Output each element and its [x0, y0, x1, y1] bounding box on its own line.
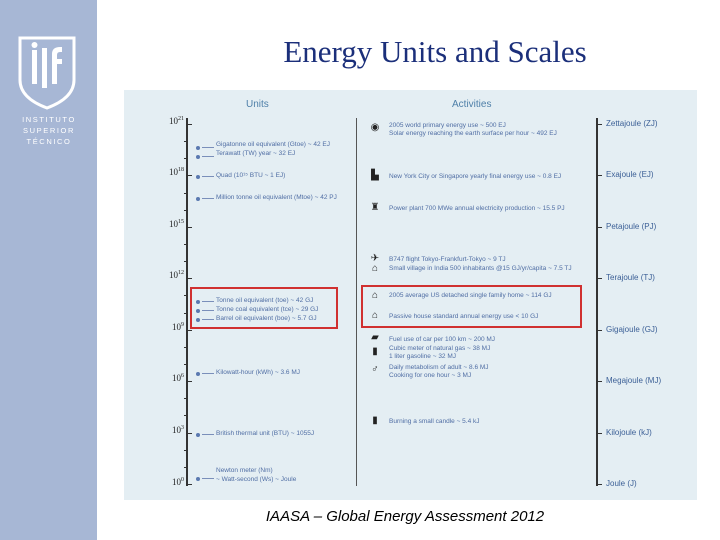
unit-tw-year: Terawatt (TW) year ~ 32 EJ: [216, 150, 296, 157]
scale-tick: [597, 330, 602, 331]
axis-tick: [184, 244, 188, 245]
scale-label-21: [152, 116, 184, 126]
unit-marker: [196, 433, 200, 437]
unit-leader: [202, 176, 214, 177]
scale-kilojoule: Kilojoule (kJ): [606, 428, 652, 437]
power-plant-icon: ♜: [370, 202, 380, 213]
unit-quad: Quad (10¹⁵ BTU ~ 1 EJ): [216, 172, 286, 179]
scale-base: 10: [172, 373, 181, 383]
activities-header: Activities: [452, 99, 492, 110]
unit-leader: [202, 478, 214, 479]
axis-tick: [186, 381, 192, 382]
scale-base: 10: [172, 425, 181, 435]
left-axis: [186, 118, 188, 486]
unit-leader: [202, 156, 214, 157]
scale-exponent: 9: [181, 322, 184, 328]
gas-pump-icon: ▮: [372, 346, 378, 357]
ist-logo-icon: [18, 36, 76, 110]
slide-title: Energy Units and Scales: [283, 34, 587, 69]
divider-axis: [356, 118, 357, 486]
activity-solar-energy: Solar energy reaching the earth surface per hour ~ 492 EJ: [389, 130, 557, 137]
axis-tick: [184, 158, 188, 159]
activity-natural-gas: Cubic meter of natural gas ~ 38 MJ: [389, 345, 491, 352]
logo-line: SUPERIOR: [23, 126, 75, 135]
activity-car-fuel: Fuel use of car per 100 km ~ 200 MJ: [389, 336, 496, 343]
axis-tick: [184, 261, 188, 262]
scale-exponent: 12: [178, 270, 184, 276]
axis-tick: [184, 295, 188, 296]
unit-leader: [202, 198, 214, 199]
axis-tick: [186, 278, 192, 279]
activity-gasoline: 1 liter gasoline ~ 32 MJ: [389, 353, 457, 360]
axis-tick: [184, 313, 188, 314]
unit-marker: [196, 175, 200, 179]
car-icon: ▰: [371, 332, 379, 343]
unit-marker: [196, 155, 200, 159]
scale-exponent: 18: [178, 167, 184, 173]
axis-tick: [186, 484, 192, 485]
axis-tick: [184, 415, 188, 416]
scale-tick: [597, 278, 602, 279]
axis-tick: [184, 193, 188, 194]
slide-caption: IAASA – Global Energy Assessment 2012: [265, 508, 545, 525]
scale-base: 10: [172, 322, 181, 332]
axis-tick: [186, 124, 192, 125]
axis-tick: [186, 330, 192, 331]
highlight-activities-box: [361, 285, 582, 328]
activity-us-home: 2005 average US detached single family home ~ 114 GJ: [389, 292, 552, 299]
scale-base: 10: [169, 167, 178, 177]
axis-tick: [184, 467, 188, 468]
logo-line: TÉCNICO: [26, 137, 72, 146]
scale-label-15: [152, 219, 184, 229]
unit-leader: [202, 147, 214, 148]
unit-btu: British thermal unit (BTU) ~ 1055J: [216, 430, 315, 437]
unit-marker: [196, 477, 200, 481]
candle-icon: ▮: [372, 415, 378, 426]
unit-marker: [196, 197, 200, 201]
axis-tick: [184, 450, 188, 451]
axis-tick: [186, 175, 192, 176]
scale-base: 10: [172, 477, 181, 487]
scale-base: 10: [169, 219, 178, 229]
unit-marker: [196, 372, 200, 376]
scale-petajoule: Petajoule (PJ): [606, 222, 657, 231]
scale-exajoule: Exajoule (EJ): [606, 170, 654, 179]
activity-city-energy: New York City or Singapore yearly final energy use ~ 0.8 EJ: [389, 173, 562, 180]
unit-gtoe: Gigatonne oil equivalent (Gtoe) ~ 42 EJ: [216, 141, 331, 148]
logo-line: INSTITUTO: [22, 115, 76, 124]
house-icon: ⌂: [371, 290, 379, 301]
axis-tick: [184, 141, 188, 142]
right-axis: [596, 118, 598, 486]
activity-village: Small village in India 500 inhabitants @15 GJ/yr/capita ~ 7.5 TJ: [389, 265, 572, 272]
scale-exponent: 21: [178, 116, 184, 122]
unit-leader: [202, 434, 214, 435]
unit-leader: [202, 373, 214, 374]
scale-exponent: 0: [181, 477, 184, 483]
scale-exponent: 15: [178, 219, 184, 225]
activity-metabolism: Daily metabolism of adult ~ 8.6 MJ: [389, 364, 489, 371]
scale-terajoule: Terajoule (TJ): [606, 273, 655, 282]
village-icon: ⌂: [371, 263, 379, 274]
axis-tick: [186, 433, 192, 434]
airplane-icon: ✈: [370, 253, 380, 264]
scale-base: 10: [169, 116, 178, 126]
unit-toe: Tonne oil equivalent (toe) ~ 42 GJ: [216, 297, 314, 304]
person-icon: ♂: [371, 364, 379, 375]
scale-joule: Joule (J): [606, 479, 637, 488]
scale-label-0: [152, 477, 184, 487]
activity-b747-flight: B747 flight Tokyo-Frankfurt-Tokyo ~ 9 TJ: [389, 256, 506, 263]
units-header: Units: [246, 99, 269, 110]
highlight-units-box: [190, 287, 338, 329]
activity-candle: Burning a small candle ~ 5.4 kJ: [389, 418, 480, 425]
axis-tick: [184, 398, 188, 399]
city-icon: ▙: [371, 170, 379, 181]
unit-tce: Tonne coal equivalent (tce) ~ 29 GJ: [216, 306, 319, 313]
axis-tick: [186, 227, 192, 228]
unit-kwh: Kilowatt-hour (kWh) ~ 3.6 MJ: [216, 369, 300, 376]
passive-house-icon: ⌂: [371, 310, 379, 321]
scale-tick: [597, 484, 602, 485]
scale-zettajoule: Zettajoule (ZJ): [606, 119, 658, 128]
scale-gigajoule: Gigajoule (GJ): [606, 325, 658, 334]
globe-icon: ◉: [370, 122, 380, 133]
scale-label-9: [152, 322, 184, 332]
axis-tick: [184, 347, 188, 348]
sidebar: [0, 0, 97, 540]
axis-tick: [184, 210, 188, 211]
institution-name: [6, 114, 92, 147]
scale-tick: [597, 433, 602, 434]
scale-label-6: [152, 373, 184, 383]
unit-watt-second: ~ Watt-second (Ws) ~ Joule: [216, 476, 297, 483]
unit-mtoe: Million tonne oil equivalent (Mtoe) ~ 42 PJ: [216, 194, 337, 201]
scale-label-18: [152, 167, 184, 177]
scale-megajoule: Megajoule (MJ): [606, 376, 662, 385]
scale-exponent: 3: [181, 425, 184, 431]
scale-base: 10: [169, 270, 178, 280]
scale-label-12: [152, 270, 184, 280]
axis-tick: [184, 364, 188, 365]
activity-cooking: Cooking for one hour ~ 3 MJ: [389, 372, 472, 379]
unit-boe: Barrel oil equivalent (boe) ~ 5.7 GJ: [216, 315, 317, 322]
scale-label-3: [152, 425, 184, 435]
activity-world-energy: 2005 world primary energy use ~ 500 EJ: [389, 122, 506, 129]
scale-tick: [597, 124, 602, 125]
scale-exponent: 6: [181, 373, 184, 379]
scale-tick: [597, 175, 602, 176]
unit-newton-meter: Newton meter (Nm): [216, 467, 273, 474]
activity-power-plant: Power plant 700 MWe annual electricity production ~ 15.5 PJ: [389, 205, 565, 212]
activity-passive-house: Passive house standard annual energy use < 10 GJ: [389, 313, 539, 320]
scale-tick: [597, 227, 602, 228]
scale-tick: [597, 381, 602, 382]
unit-marker: [196, 146, 200, 150]
